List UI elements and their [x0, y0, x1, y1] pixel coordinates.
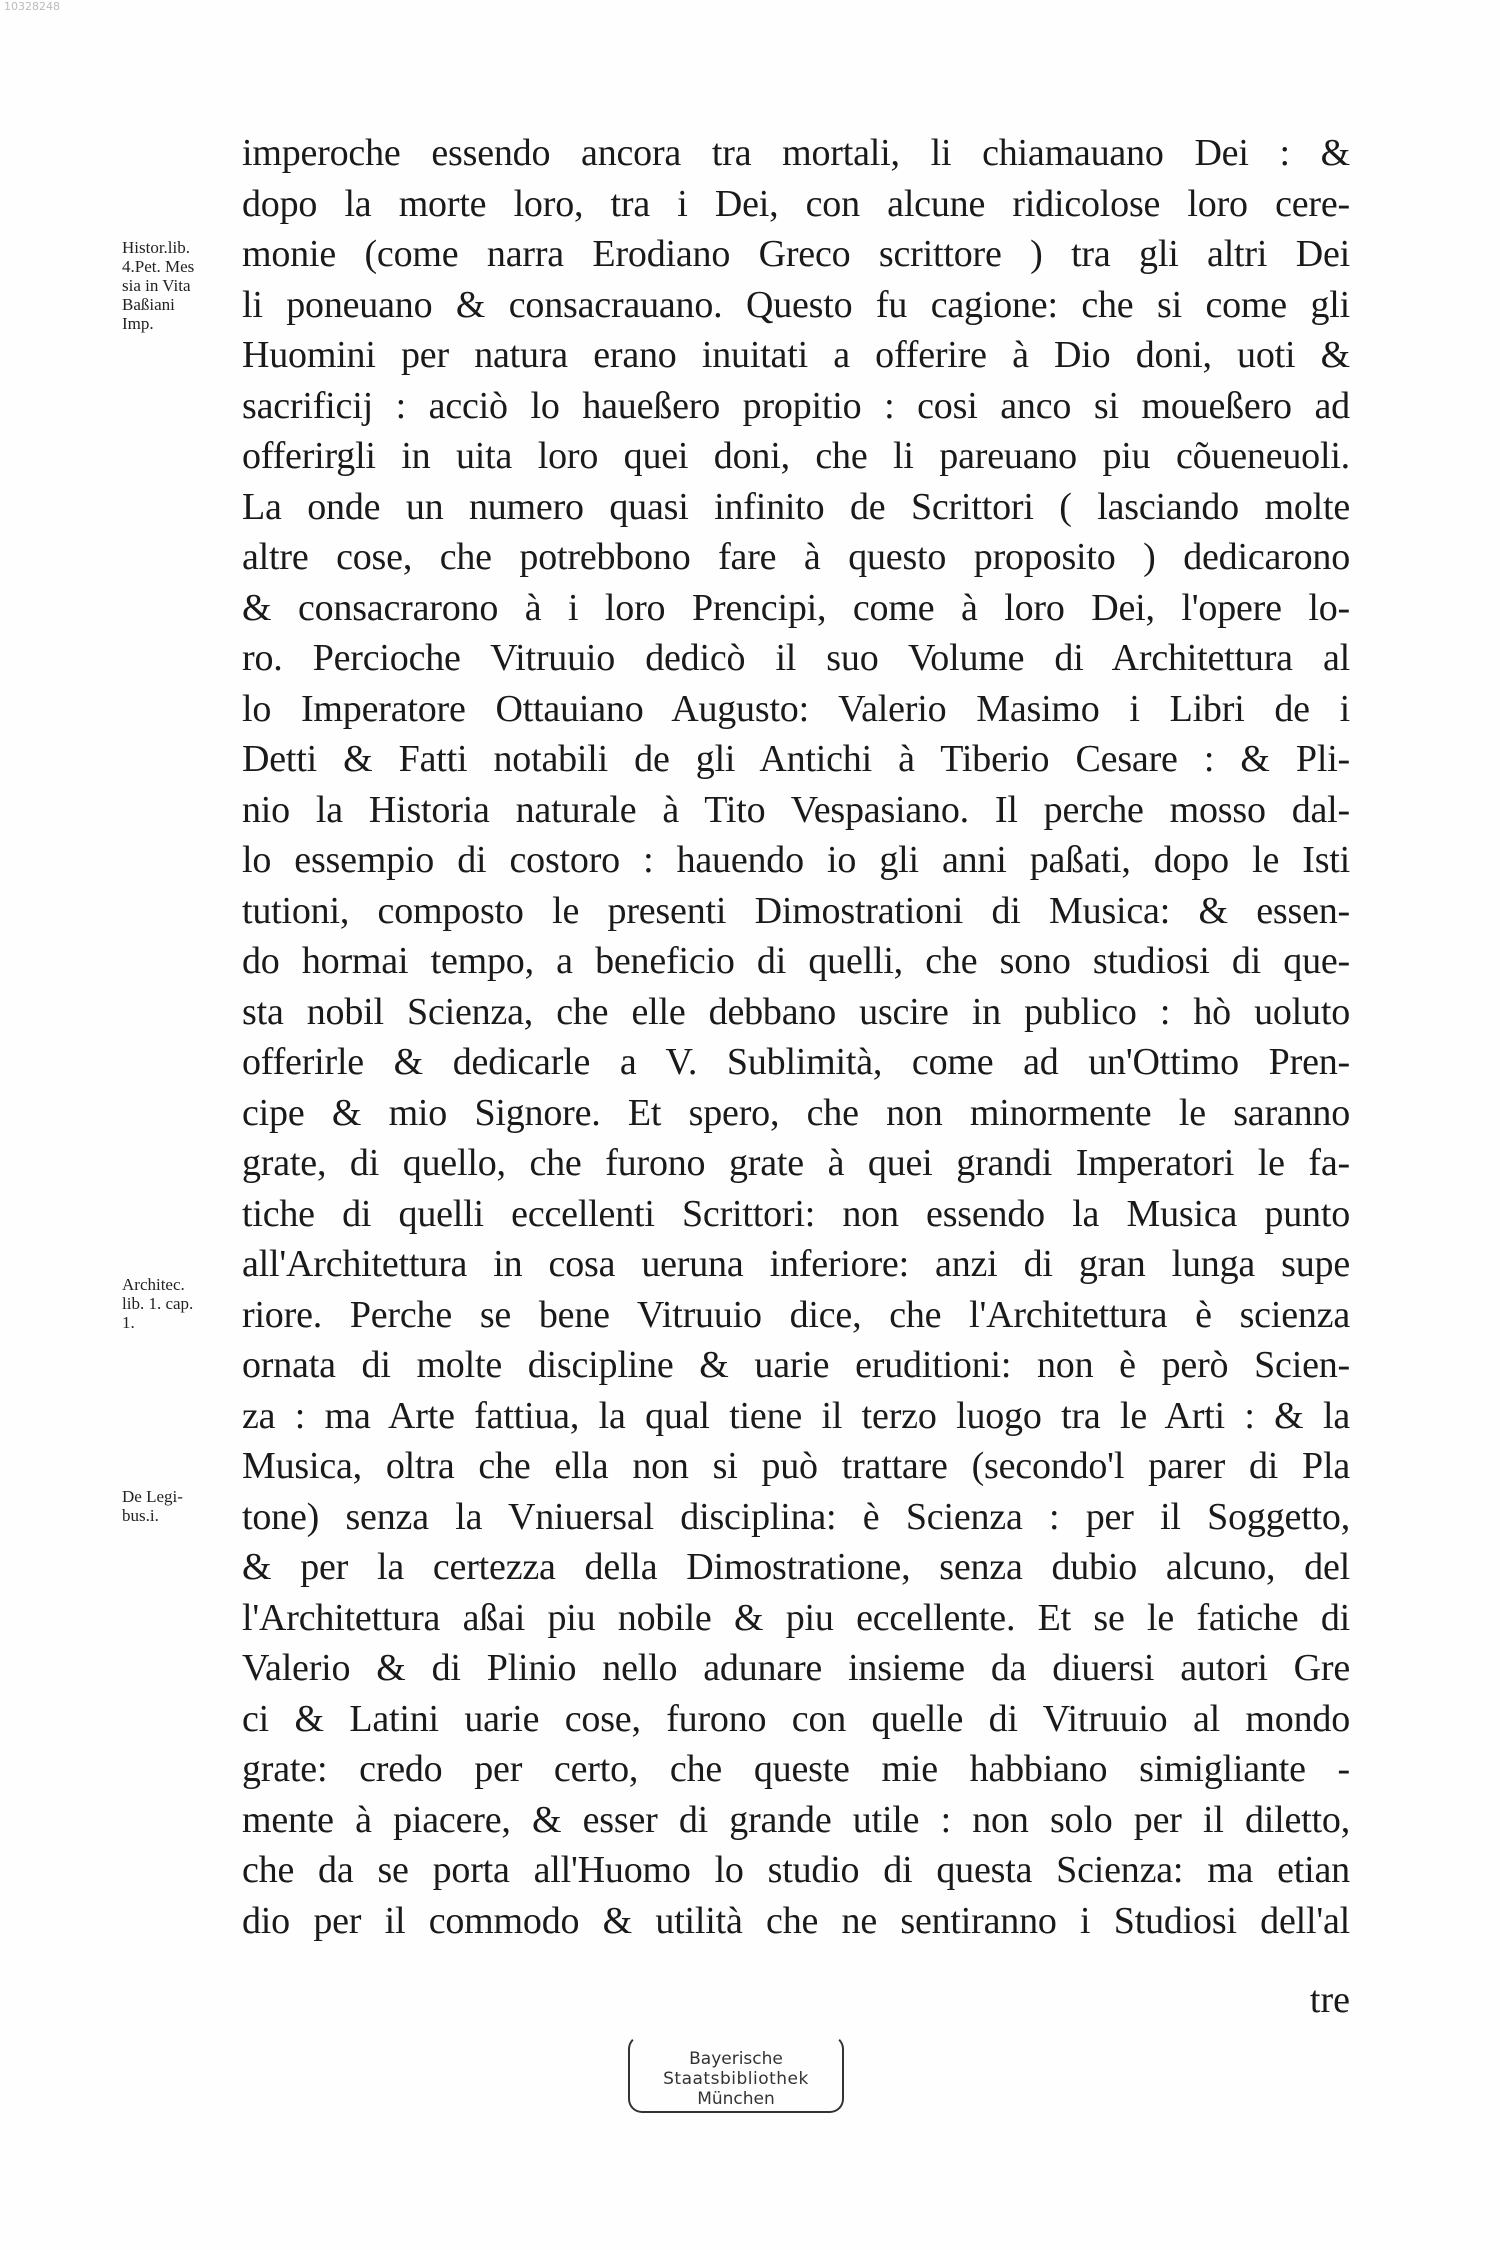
text-line: dio per il commodo & utilità che ne sentiranno i Studiosi dell'al [242, 1899, 1350, 1942]
text-line: mente à piacere, & esser di grande utile : non solo per il diletto, [242, 1798, 1350, 1841]
text-line: tiche di quelli eccellenti Scrittori: non essendo la Musica punto [242, 1192, 1350, 1235]
margin-note-line: Histor.lib. [122, 238, 191, 257]
margin-note-line: Baßiani [122, 295, 175, 314]
margin-note-line: Imp. [122, 314, 154, 333]
margin-note-histor [122, 238, 222, 333]
text-line: dopo la morte loro, tra i Dei, con alcune ridicolose loro cere- [242, 182, 1350, 225]
text-line: lo essempio di costoro : hauendo io gli anni paßati, dopo le Isti [242, 839, 1350, 881]
text-line: Valerio & di Plinio nello adunare insieme da diuersi autori Gre [242, 1647, 1350, 1689]
text-line: offerirgli in uita loro quei doni, che li pareuano piu cõueneuoli. [242, 435, 1350, 477]
text-line: Huomini per natura erano inuitati a offerire à Dio doni, uoti & [242, 334, 1350, 376]
margin-note-de-legibus [122, 1487, 222, 1525]
text-line: do hormai tempo, a beneficio di quelli, che sono studiosi di que- [242, 940, 1350, 982]
text-line: La onde un numero quasi infinito de Scrittori ( lasciando molte [242, 485, 1350, 528]
margin-note-line: 4.Pet. Mes [122, 257, 195, 276]
text-line: grate, di quello, che furono grate à quei grandi Imperatori le fa- [242, 1142, 1350, 1184]
text-line: li poneuano & consacrauano. Questo fu cagione: che si come gli [242, 283, 1350, 326]
text-line: grate: credo per certo, che queste mie habbiano simigliante - [242, 1748, 1350, 1790]
text-line: altre cose, che potrebbono fare à questo proposito ) dedicarono [242, 536, 1350, 578]
margin-note-line: Architec. [122, 1275, 185, 1294]
text-line: riore. Perche se bene Vitruuio dice, che l'Architettura è scienza [242, 1293, 1350, 1336]
text-line: che da se porta all'Huomo lo studio di questa Scienza: ma etian [242, 1849, 1350, 1891]
text-line: Musica, oltra che ella non si può trattare (secondo'l parer di Pla [242, 1445, 1350, 1487]
margin-note-architec [122, 1275, 222, 1332]
text-line: ro. Percioche Vitruuio dedicò il suo Volume di Architettura al [242, 637, 1350, 679]
text-line: sacrificij : acciò lo haueßero propitio : cosi anco si moueßero ad [242, 384, 1350, 427]
text-line: & per la certezza della Dimostratione, senza dubio alcuno, del [242, 1546, 1350, 1588]
text-line: monie (come narra Erodiano Greco scrittore ) tra gli altri Dei [242, 233, 1350, 275]
text-line: nio la Historia naturale à Tito Vespasiano. Il perche mosso dal- [242, 788, 1350, 831]
text-line: l'Architettura aßai piu nobile & piu eccellente. Et se le fatiche di [242, 1596, 1350, 1639]
text-line: tone) senza la Vniuersal disciplina: è Scienza : per il Soggetto, [242, 1495, 1350, 1538]
text-line: lo Imperatore Ottauiano Augusto: Valerio Masimo i Libri de i [242, 687, 1350, 730]
stamp-line: Bayerische [689, 2049, 783, 2069]
margin-note-line: 1. [122, 1313, 135, 1332]
library-stamp [628, 2035, 844, 2113]
text-line: & consacrarono à i loro Prencipi, come à loro Dei, l'opere lo- [242, 586, 1350, 629]
main-text-block [242, 128, 1350, 1946]
stamp-line: München [697, 2089, 775, 2109]
catchword: tre [1309, 1979, 1350, 2021]
text-line: cipe & mio Signore. Et spero, che non minormente le saranno [242, 1091, 1350, 1134]
text-line: ornata di molte discipline & uarie eruditioni: non è però Scien- [242, 1344, 1350, 1386]
margin-note-line: sia in Vita [122, 276, 191, 295]
stamp-line: Staatsbibliothek [663, 2069, 809, 2089]
text-line: za : ma Arte fattiua, la qual tiene il terzo luogo tra le Arti : & la [242, 1394, 1350, 1437]
margin-note-line: lib. 1. cap. [122, 1294, 194, 1313]
text-line: Detti & Fatti notabili de gli Antichi à Tiberio Cesare : & Pli- [242, 738, 1350, 780]
scan-id: 10328248 [4, 0, 60, 13]
text-line: tutioni, composto le presenti Dimostrationi di Musica: & essen- [242, 889, 1350, 932]
text-line: imperoche essendo ancora tra mortali, li chiamauano Dei : & [242, 132, 1350, 174]
text-line: all'Architettura in cosa ueruna inferiore: anzi di gran lunga supe [242, 1243, 1350, 1285]
margin-note-line: bus.i. [122, 1506, 159, 1525]
text-line: offerirle & dedicarle a V. Sublimità, come ad un'Ottimo Pren- [242, 1041, 1350, 1083]
margin-note-line: De Legi- [122, 1487, 183, 1506]
text-line: ci & Latini uarie cose, furono con quelle di Vitruuio al mondo [242, 1697, 1350, 1740]
text-line: sta nobil Scienza, che elle debbano uscire in publico : hò uoluto [242, 990, 1350, 1033]
